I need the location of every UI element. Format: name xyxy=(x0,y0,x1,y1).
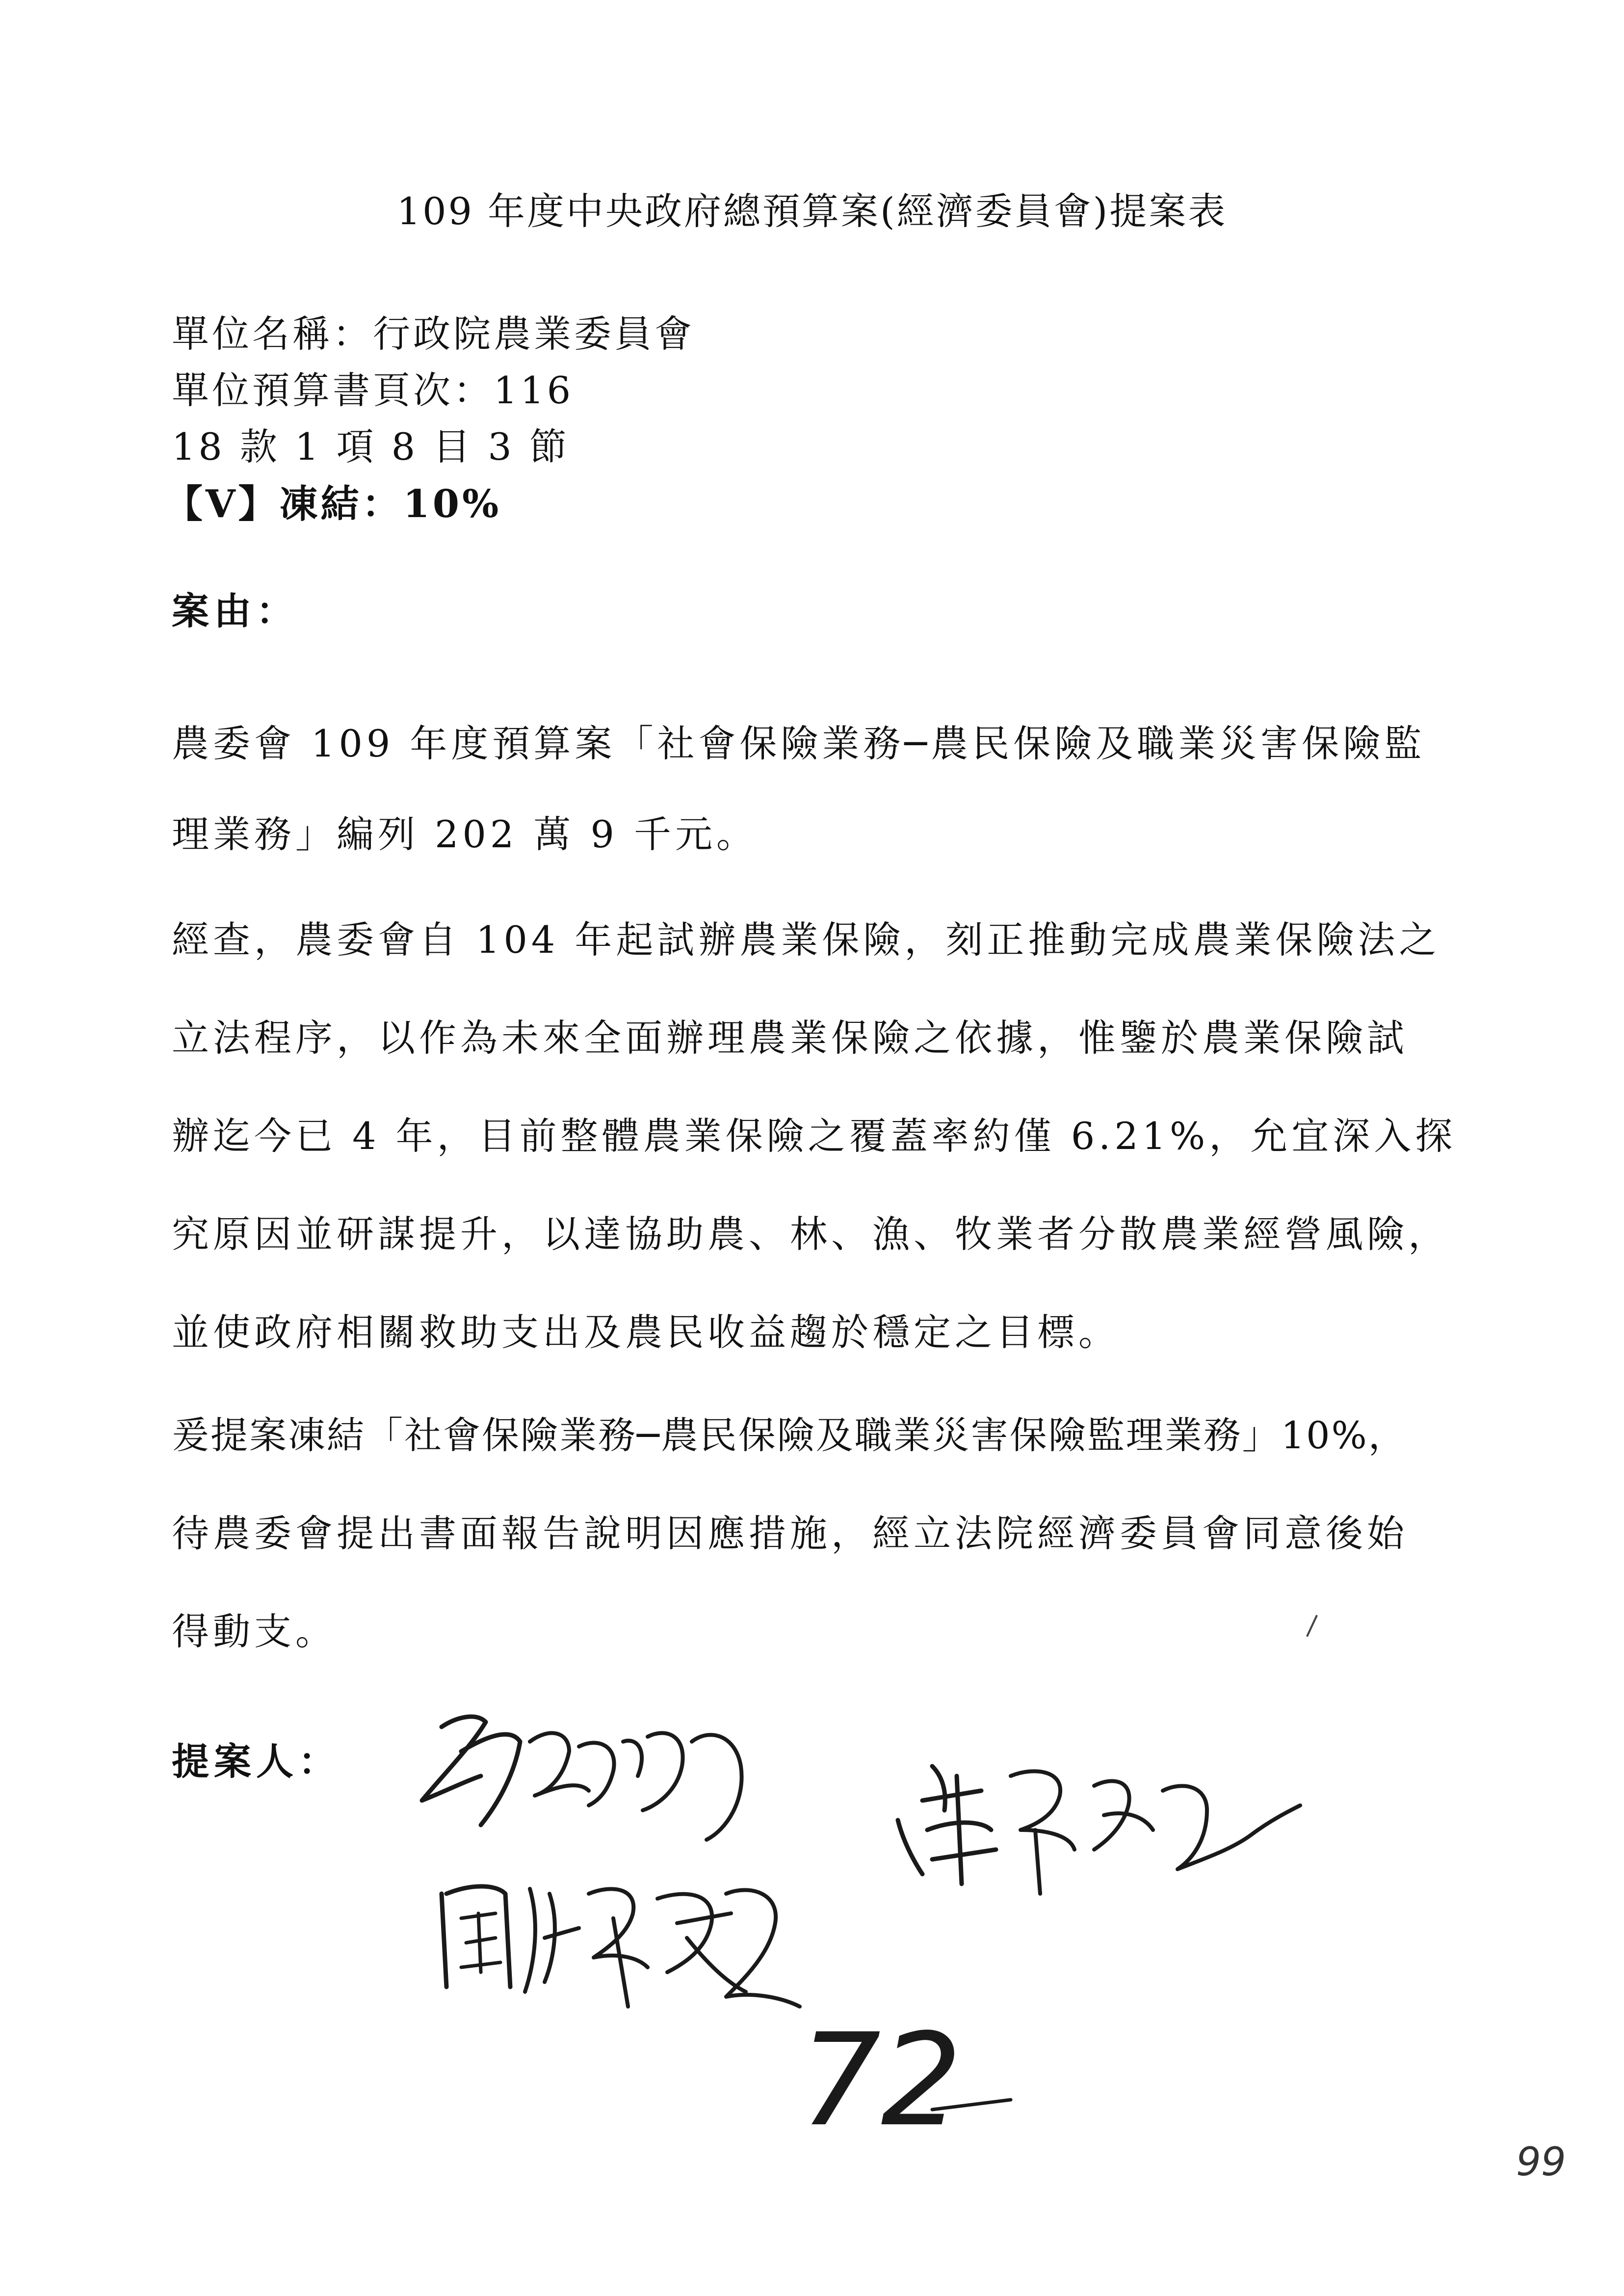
body-line-1: 農委會 109 年度預算案「社會保險業務─農民保險及職業災害保險監 xyxy=(172,722,1426,765)
body-line-9: 待農委會提出書面報告說明因應措施，經立法院經濟委員會同意後始 xyxy=(172,1512,1408,1555)
body-line-3: 經查，農委會自 104 年起試辦農業保險，刻正推動完成農業保險法之 xyxy=(172,918,1441,962)
page-number: 99 xyxy=(1516,2139,1566,2185)
body-line-4: 立法程序，以作為未來全面辦理農業保險之依據，惟鑒於農業保險試 xyxy=(172,1016,1408,1060)
body-line-8: 爰提案凍結「社會保險業務─農民保險及職業災害保險監理業務」10%， xyxy=(172,1413,1407,1457)
handwritten-number xyxy=(785,2002,1030,2155)
body-line-7: 並使政府相關救助支出及農民收益趨於穩定之目標。 xyxy=(172,1310,1120,1354)
pen-mark xyxy=(1306,1615,1318,1637)
signature-2 xyxy=(432,1864,814,2021)
body-line-5: 辦迄今已 4 年，目前整體農業保險之覆蓋率約僅 6.21%，允宜深入探 xyxy=(172,1114,1457,1158)
freeze-percent: 【V】凍結：10% xyxy=(164,482,502,526)
proposer-label: 提案人： xyxy=(172,1740,341,1783)
budget-item: 18 款 1 項 8 目 3 節 xyxy=(172,425,570,469)
unit-name: 單位名稱：行政院農業委員會 xyxy=(172,312,695,356)
signature-3 xyxy=(888,1747,1305,1908)
reason-label: 案由： xyxy=(172,589,298,633)
budget-page: 單位預算書頁次：116 xyxy=(172,368,574,412)
body-line-10: 得動支。 xyxy=(172,1610,337,1653)
body-line-2: 理業務」編列 202 萬 9 千元。 xyxy=(172,812,758,856)
page-title: 109 年度中央政府總預算案(經濟委員會)提案表 xyxy=(396,189,1228,233)
body-line-6: 究原因並研謀提升，以達協助農、林、漁、牧業者分散農業經營風險， xyxy=(172,1212,1449,1256)
handwritten-number-text: 72 xyxy=(800,2007,962,2155)
signature-1 xyxy=(402,1707,756,1854)
